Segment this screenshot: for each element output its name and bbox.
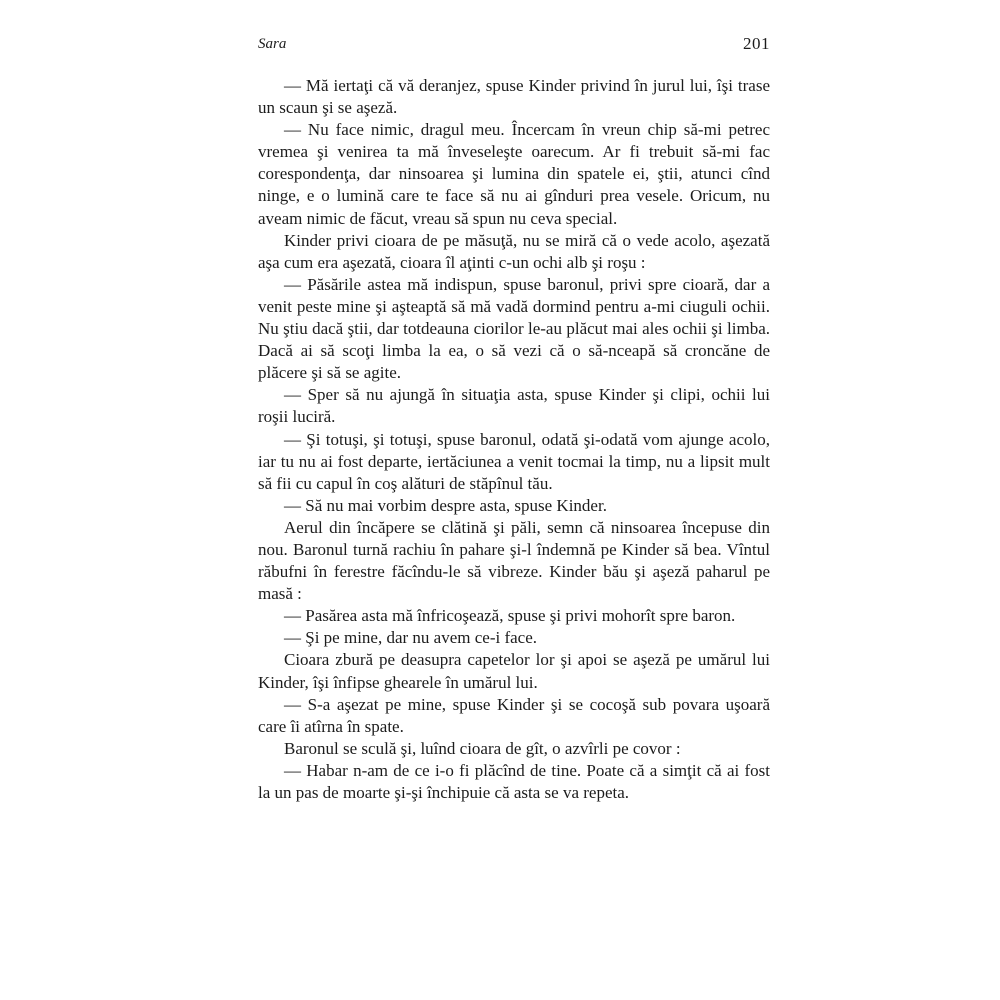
body-text [258, 75, 770, 804]
paragraph: — Mă iertaţi că vă deranjez, spuse Kinder privind în jurul lui, îşi trase un scaun şi se aşeză. [258, 76, 770, 118]
paragraph: — Să nu mai vorbim despre asta, spuse Kinder. [284, 495, 607, 515]
running-title: Sara [258, 36, 287, 52]
paragraph: — Şi totuşi, şi totuşi, spuse baronul, odată şi-odată vom ajunge acolo, iar tu nu ai fost departe, iertăciunea a venit tocmai la timp, nu a lipsit mult să fii cu capul în coş alături de stăpînul tău. [258, 429, 770, 493]
paragraph: Aerul din încăpere se clătină şi păli, semn că ninsoarea începuse din nou. Baronul turnă rachiu în pahare şi-l îndemnă pe Kinder să bea. Vîntul răbufni în ferestre făcîndu-le să vibreze. Kinder bău şi aşeză paharul pe masă : [258, 517, 770, 604]
paragraph: — Păsările astea mă indispun, spuse baronul, privi spre cioară, dar a venit peste mine şi aşteaptă să mă vadă dormind pentru a-mi ciuguli ochii. Nu ştiu dacă ştii, dar totdeauna ciorilor le-au plăcut mai ales ochii şi limba. Dacă ai să scoţi limba la ea, o să vezi că o să-nceapă să croncăne de plăcere şi să se agite. [258, 274, 770, 383]
running-head [258, 36, 770, 58]
page-number: 201 [743, 34, 770, 53]
paragraph: — Nu face nimic, dragul meu. Încercam în vreun chip să-mi petrec vremea şi venirea ta mă înveseleşte oarecum. Ar fi trebuit să-mi fac corespondenţa, dar ninsoarea şi lumina din spatele ei, ştii, atunci cînd ninge, e o lumină care te face să nu ai gînduri prea vesele. Oricum, nu aveam nimic de făcut, vreau să spun nu ceva special. [258, 120, 770, 228]
paragraph: — S-a aşezat pe mine, spuse Kinder şi se cocoşă sub povara uşoară care îi atîrna în spate. [258, 694, 770, 736]
paragraph: — Pasărea asta mă înfricoşează, spuse şi privi mohorît spre baron. [284, 606, 736, 626]
paragraph: Cioara zbură pe deasupra capetelor lor şi apoi se aşeză pe umărul lui Kinder, îşi înfipse ghearele în umărul lui. [258, 650, 770, 692]
paragraph: — Şi pe mine, dar nu avem ce-i face. [284, 628, 538, 648]
paragraph: Kinder privi cioara de pe măsuţă, nu se miră că o vede acolo, aşezată aşa cum era aşezată, cioara îl aţinti c-un ochi alb şi roşu : [258, 230, 770, 272]
paragraph: — Habar n-am de ce i-o fi plăcînd de tine. Poate că a simţit că ai fost la un pas de moarte şi-şi închipuie că asta se va repeta. [258, 760, 770, 802]
paragraph: Baronul se sculă şi, luînd cioara de gît, o azvîrli pe covor : [284, 738, 681, 758]
paragraph: — Sper să nu ajungă în situaţia asta, spuse Kinder şi clipi, ochii lui roşii luciră. [258, 385, 770, 427]
